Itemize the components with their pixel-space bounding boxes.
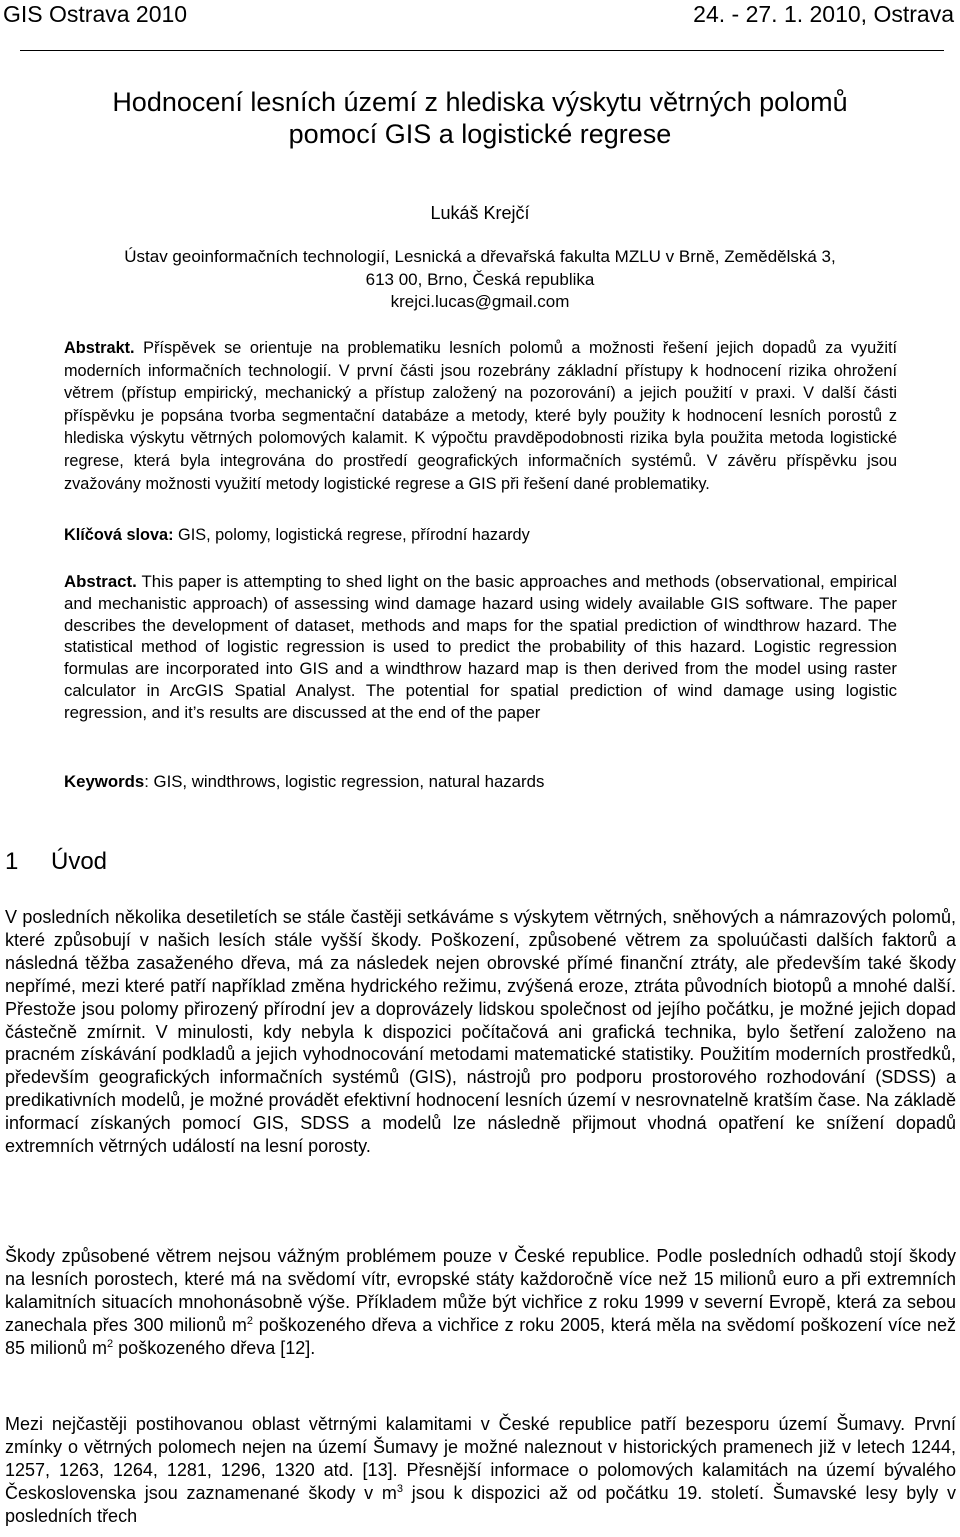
header-rule xyxy=(20,50,944,51)
superscript-3: 3 xyxy=(396,1482,403,1495)
paper-title xyxy=(0,86,960,150)
author-name: Lukáš Krejčí xyxy=(430,203,530,223)
paragraph-2-part-a: Škody způsobené větrem nejsou vážným problémem pouze v České republice. Podle posledních odhadů stojí škody na lesních porostech, které má na svědomí vítr, evropské státy každoročně více než 15 milionů euro a při extremních kalamitních situacích mnohonásobně výše. Příkladem může být vichřice z roku 1999 v severní Evropě, která za sebou zanechala přes 300 milionů m xyxy=(5,1246,956,1335)
paragraph-3 xyxy=(5,1413,956,1528)
abstrakt-text: Příspěvek se orientuje na problematiku lesních polomů a možnosti řešení jejich dopadů za využití moderních informačních technologií. V první části jsou rozebrány základní přístupy k hodnocení rizika ohrožení větrem (přístup empirický, mechanický a přístup založený na pozorování) a jejich použití v praxi. V další části příspěvku je popsána tvorba segmentační databáze a metody, které byly použity k hodnocení lesních porostů z hlediska výskytu větrných polomových kalamit. K výpočtu pravděpodobnosti rizika byla použita metoda logistické regrese, která byla integrována do prostředí geografických informačních systémů. V závěru příspěvku jsou zvažovány možnosti využití metody logistické regrese a GIS při řešení dané problematiky. xyxy=(64,339,897,493)
klicova-slova xyxy=(64,524,897,546)
paragraph-2 xyxy=(5,1245,956,1360)
section-heading xyxy=(5,847,107,877)
klicova-slova-text: GIS, polomy, logistická regrese, přírodní hazardy xyxy=(178,526,530,544)
affiliation xyxy=(0,246,960,314)
paper-title-line-1: Hodnocení lesních území z hlediska výskytu větrných polomů xyxy=(112,87,848,117)
paragraph-1: V posledních několika desetiletích se stále častěji setkáváme s výskytem větrných, sněhových a námrazových polomů, které způsobují v našich lesích stále vyšší škody. Poškození, způsobené větrem za spoluúčasti dalších faktorů a následná těžba zasaženého dřeva, má za následek nejen obrovské přímé finanční ztráty, ale především také škody nepřímé, mezi které patří například změna hydrického režimu, zvýšená eroze, ztráta původních biotopů a mnohé další. Přestože jsou polomy přirozený přírodní jev a doprovázely lidskou společnost od jejího počátku, je možné jejich dopad částečně zmírnit. V minulosti, kdy nebyla k dispozici počítačová ani grafická technika, bylo šetření založeno na pracném získávání podkladů a jejich vyhodnocování metodami matematické statistiky. Použitím moderních prostředků, především geografických informačních systémů (GIS), nástrojů pro podporu prostorového rozhodování (SDSS) a predikativních modelů, je možné provádět efektivní hodnocení lesních území v nesrovnatelně kratším čase. Na základě informací získaných pomocí GIS, SDSS a modelů lze následně přijmout vhodná opatření ke snížení dopadů extremních větrných událostí na lesní porosty. xyxy=(5,907,956,1157)
conference-date-place: 24. - 27. 1. 2010, Ostrava xyxy=(693,1,954,27)
section-title: Úvod xyxy=(51,848,108,875)
paragraph-3-part-a: Mezi nejčastěji postihovanou oblast větrnými kalamitami v České republice patří bezesporu území Šumavy. První zmínky o větrných polomech nejen na území Šumavy je možné naleznout v historických pramenech již v letech 1244, 1257, 1263, 1264, 1281, 1296, 1320 atd. [13]. Přesnější informace o polomových kalamitách na území bývalého Československa jsou zaznamenané škody v m xyxy=(5,1414,956,1503)
affiliation-line-2: 613 00, Brno, Česká republika xyxy=(365,269,595,289)
author-email: krejci.lucas@gmail.com xyxy=(390,292,570,311)
klicova-slova-label: Klíčová slova: xyxy=(64,526,174,544)
keywords-en-label: Keywords xyxy=(64,772,145,791)
abstrakt-cz xyxy=(64,337,897,495)
paper-title-line-2: pomocí GIS a logistické regrese xyxy=(288,119,672,149)
keywords-en xyxy=(64,771,897,793)
affiliation-line-1: Ústav geoinformačních technologií, Lesnická a dřevařská fakulta MZLU v Brně, Zemědělská 3, xyxy=(124,247,836,266)
abstract-en xyxy=(64,571,897,724)
abstrakt-label: Abstrakt. xyxy=(64,339,135,357)
paragraph-3-part-b: jsou k dispozici až od počátku 19. století. Šumavské lesy byly v posledních třech xyxy=(5,1482,956,1526)
superscript-2: 2 xyxy=(246,1314,254,1327)
abstract-en-label: Abstract. xyxy=(64,572,137,591)
abstract-en-text: This paper is attempting to shed light on the basic approaches and methods (observational, empirical and mechanistic approach) of assessing wind damage hazard using widely available GIS software. The paper describes the development of dataset, methods and maps for the spatial prediction of windthrow hazard. The statistical method of logistic regression is used to predict the probability of this hazard. Logistic regression formulas are incorporated into GIS and a windthrow hazard map is then derived from the model using raster calculator in ArcGIS Spatial Analyst. The potential for spatial prediction of wind damage using logistic regression, and it’s results are discussed at the end of the paper xyxy=(64,572,897,722)
running-header xyxy=(0,0,960,34)
paragraph-2-part-c: poškozeného dřeva [12]. xyxy=(113,1337,316,1358)
conference-name: GIS Ostrava 2010 xyxy=(3,1,188,27)
section-number: 1 xyxy=(5,848,19,875)
paragraph-2-part-b: poškozeného dřeva a vichřice z roku 2005, která měla na svědomí poškození více než 85 milionů m xyxy=(5,1314,956,1358)
keywords-en-text: : GIS, windthrows, logistic regression, natural hazards xyxy=(144,772,545,791)
superscript-2b: 2 xyxy=(107,1337,114,1350)
